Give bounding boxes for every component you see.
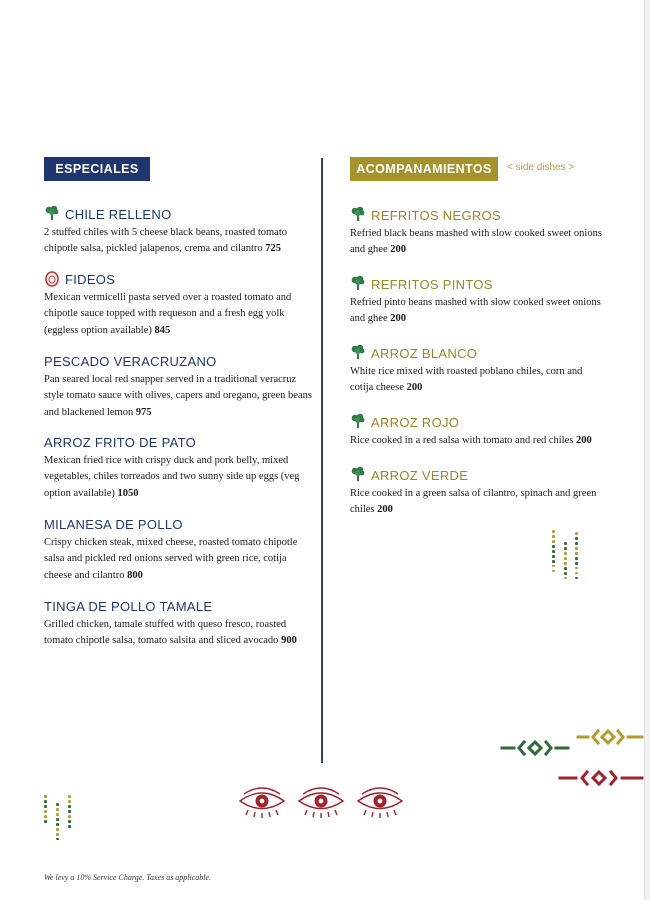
item-title: ARROZ BLANCO: [371, 346, 478, 361]
item-price: 200: [406, 382, 423, 394]
item-price: 900: [281, 635, 297, 647]
item-title: ARROZ VERDE: [371, 468, 469, 483]
veg-icon: [350, 275, 366, 295]
item-price: 200: [390, 313, 406, 325]
item-price: 200: [377, 504, 393, 516]
item-price: 200: [390, 244, 406, 256]
item-description: Mexican vermicelli pasta served over a roasted tomato and chipotle sauce topped with requeson and a fresh egg yolk (eggless option available): [44, 292, 292, 336]
geometric-motif-decoration: [498, 722, 644, 794]
menu-item: [350, 276, 612, 328]
veg-icon: [350, 466, 366, 486]
item-price: 200: [575, 435, 592, 446]
acompanamientos-header: ACOMPANAMIENTOS: [350, 157, 498, 181]
item-description: Refried black beans mashed with slow cooked sweet onions and ghee: [350, 228, 602, 256]
item-price: 725: [265, 243, 282, 255]
item-description: Refried pinto beans mashed with slow cooked sweet onions and ghee: [350, 297, 601, 325]
menu-item: [350, 345, 590, 397]
item-description: White rice mixed with roasted poblano chiles, corn and cotija cheese: [350, 366, 583, 394]
menu-item: [44, 516, 312, 584]
menu-item: [44, 434, 312, 502]
menu-item: [350, 414, 620, 449]
item-description: Rice cooked in a red salsa with tomato and red chiles: [350, 435, 574, 446]
column-divider: [321, 158, 323, 763]
veg-icon: [350, 413, 366, 433]
veg-icon: [44, 205, 60, 225]
menu-item: [350, 467, 612, 519]
especiales-header: ESPECIALES: [44, 157, 150, 181]
item-price: 1050: [117, 487, 139, 499]
item-title: CHILE RELLENO: [65, 207, 172, 222]
item-description: Crispy chicken steak, mixed cheese, roasted tomato chipotle salsa and pickled red onions served with green rice, cotija cheese and cilantro: [44, 537, 298, 581]
menu-item: [44, 598, 312, 650]
veg-icon: [350, 344, 366, 364]
item-description: Rice cooked in a green salsa of cilantro, spinach and green chiles: [350, 488, 597, 516]
item-title: ARROZ ROJO: [371, 415, 460, 430]
item-title: FIDEOS: [65, 272, 116, 287]
menu-item: [44, 353, 312, 421]
item-title: REFRITOS PINTOS: [371, 277, 493, 292]
side-dishes-subheader: < side dishes >: [507, 162, 575, 173]
egg-icon: [44, 269, 60, 291]
item-title: REFRITOS NEGROS: [371, 208, 501, 223]
eyes-decoration: [236, 784, 408, 818]
item-price: 975: [135, 406, 152, 418]
item-description: Pan seared local red snapper served in a traditional veracruz style tomato sauce with olives, capers and oregano, green beans and blackened lemon: [44, 374, 312, 418]
item-price: 800: [127, 569, 143, 581]
menu-item: [44, 206, 312, 258]
page-edge-shadow: [644, 0, 650, 900]
item-description: 2 stuffed chiles with 5 cheese black beans, roasted tomato chipotle salsa, pickled jalapenos, crema and cilantro: [44, 227, 287, 255]
item-title: PESCADO VERACRUZANO: [44, 354, 217, 369]
menu-item: [350, 207, 612, 259]
item-title: TINGA DE POLLO TAMALE: [44, 599, 213, 614]
menu-item: [44, 271, 312, 339]
item-title: MILANESA DE POLLO: [44, 517, 183, 532]
item-description: Grilled chicken, tamale stuffed with queso fresco, roasted tomato chipotle salsa, tomato salsita and sliced avocado: [44, 619, 287, 647]
item-description: Mexican fried rice with crispy duck and pork belly, mixed vegetables, chiles torreados and two sunny side up eggs (veg option available): [44, 455, 300, 499]
item-price: 845: [154, 324, 171, 336]
service-charge-note: We levy a 10% Service Charge. Taxes as applicable.: [44, 873, 212, 882]
item-title: ARROZ FRITO DE PATO: [44, 435, 197, 450]
veg-icon: [350, 206, 366, 226]
